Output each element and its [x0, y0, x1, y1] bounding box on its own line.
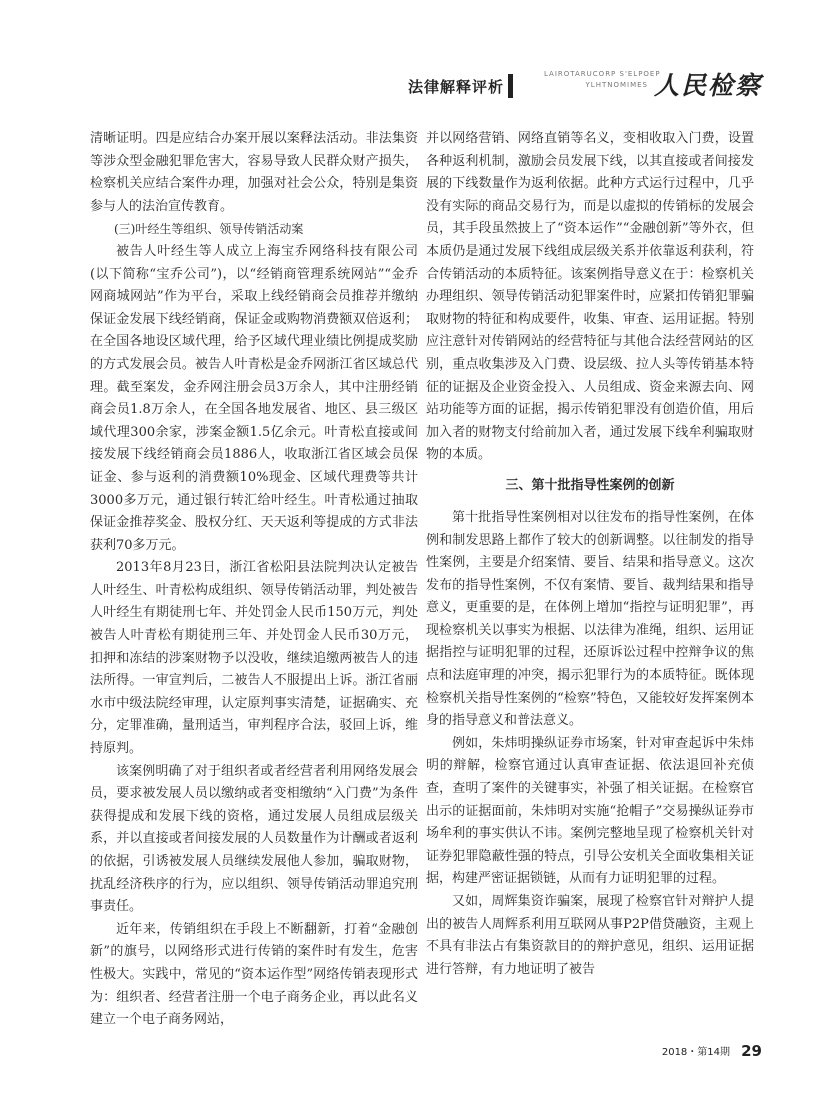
page-header [0, 66, 816, 106]
mirrored-title-line-1: LAIROTARUCORP S'ELPOEP [544, 70, 661, 78]
paragraph: 近年来，传销组织在手段上不断翻新，打着“金融创新”的旗号，以网络形式进行传销的案件时有发生，危害性极大。实践中，常见的“资本运作型”网络传销表现形式为：组织者、经营者注册一个电子商务企业，再以此名义建立一个电子商务网站， [90, 921, 418, 1028]
section-title: 法律解释评析 [407, 78, 504, 96]
page-number: 29 [741, 1041, 762, 1060]
mirrored-english-title [544, 69, 661, 91]
case-subheading: (三)叶经生等组织、领导传销活动案 [114, 222, 304, 237]
issue-label: 2018・第14期 [661, 1047, 731, 1058]
paragraph: 又如，周辉集资诈骗案，展现了检察官针对辩护人提出的被告人周辉系利用互联网从事P2P借贷融资，主观上不具有非法占有集资款目的的辩护意见，组织、运用证据进行答辩，有力地证明了被告 [426, 894, 754, 977]
paragraph: 该案例明确了对于组织者或者经营者利用网络发展会员，要求被发展人员以缴纳或者变相缴纳“入门费”为条件获得提成和发展下线的资格，通过发展人员组成层级关系，并以直接或者间接发展的人员数量作为计酬或者返利的依据，引诱被发展人员继续发展他人参加，骗取财物，扰乱经济秩序的行为，应以组织、领导传销活动罪追究刑事责任。 [90, 763, 418, 915]
magazine-logo: 人民检察 [654, 71, 763, 100]
paragraph: 第十批指导性案例相对以往发布的指导性案例，在体例和制发思路上都作了较大的创新调整。以往制发的指导性案例，主要是介绍案情、要旨、结果和指导意义。这次发布的指导性案例，不仅有案情、要旨、裁判结果和指导意义，更重要的是，在体例上增加“指控与证明犯罪”，再现检察机关以事实为根据、以法律为准绳，组织、运用证据指控与证明犯罪的过程，还原诉讼过程中控辩争议的焦点和法庭审理的冲突，揭示犯罪行为的本质特征。既体现检察机关指导性案例的“检察”特色，又能较好发挥案例本身的指导意义和普法意义。 [426, 509, 754, 729]
paragraph: 例如，朱炜明操纵证券市场案，针对审查起诉中朱炜明的辩解，检察官通过认真审查证据、依法退回补充侦查，查明了案件的关键事实，补强了相关证据。在检察官出示的证据面前，朱炜明对实施“抢帽子”交易操纵证券市场牟利的事实供认不讳。案例完整地呈现了检察机关针对证券犯罪隐蔽性强的特点，引导公安机关全面收集相关证据，构建严密证据锁链，从而有力证明犯罪的过程。 [426, 735, 754, 887]
right-column [426, 128, 754, 981]
paragraph: 清晰证明。四是应结合办案开展以案释法活动。非法集资等涉众型金融犯罪危害大，容易导致人民群众财产损失，检察机关应结合案件办理，加强对社会公众，特别是集资参与人的法治宣传教育。 [90, 131, 418, 214]
page-footer [662, 1040, 762, 1060]
paragraph: 2013年8月23日，浙江省松阳县法院判决认定被告人叶经生、叶青松构成组织、领导传销活动罪，判处被告人叶经生有期徒刑七年、并处罚金人民币150万元，判处被告人叶青松有期徒刑三年、并处罚金人民币30万元，扣押和冻结的涉案财物予以没收，继续追缴两被告人的违法所得。一审宣判后，二被告人不服提出上诉。浙江省丽水市中级法院经审理，认定原判事实清楚，证据确实、充分，定罪准确，量刑适当，审判程序合法，驳回上诉，维持原判。 [90, 560, 418, 757]
paragraph: 并以网络营销、网络直销等名义，变相收取入门费，设置各种返利机制，激励会员发展下线，以其直接或者间接发展的下线数量作为返利依据。此种方式运行过程中，几乎没有实际的商品交易行为，而是以虚拟的传销标的发展会员，其手段虽然披上了“资本运作”“金融创新”等外衣，但本质仍是通过发展下线组成层级关系并依靠返利获利，符合传销活动的本质特征。该案例指导意义在于：检察机关办理组织、领导传销活动犯罪案件时，应紧扣传销犯罪骗取财物的特征和构成要件，收集、审查、运用证据。特别应注意针对传销网站的经营特征与其他合法经营网站的区别，重点收集涉及入门费、设层级、拉人头等传销基本特征的证据及企业资金投入、人员组成、资金来源去向、网站功能等方面的证据，揭示传销犯罪没有创造价值，用后加入者的财物支付给前加入者，通过发展下线牟利骗取财物的本质。 [426, 131, 754, 463]
header-separator [508, 74, 513, 98]
section-heading: 三、第十批指导性案例的创新 [505, 477, 675, 493]
paragraph: 被告人叶经生等人成立上海宝乔网络科技有限公司(以下简称“宝乔公司”)，以“经销商管理系统网站”“金乔网商城网站”作为平台，采取上线经销商会员推荐并缴纳保证金发展下线经销商，保证金或购物消费额双倍返利；在全国各地设区域代理，给予区域代理业绩比例提成奖励的方式发展会员。被告人叶青松是金乔网浙江省区域总代理。截至案发，金乔网注册会员3万余人，其中注册经销商会员1.8万余人，在全国各地发展省、地区、县三级区域代理300余家，涉案金额1.5亿余元。叶青松直接或间接发展下线经销商会员1886人，收取浙江省区域会员保证金、参与返利的消费额10%现金、区域代理费等共计3000多万元，通过银行转汇给叶经生。叶青松通过抽取保证金推荐奖金、股权分红、天天返利等提成的方式非法获利70多万元。 [90, 243, 418, 553]
left-column [90, 128, 418, 1032]
mirrored-title-line-2: YLHTNOMIMES [585, 81, 648, 89]
